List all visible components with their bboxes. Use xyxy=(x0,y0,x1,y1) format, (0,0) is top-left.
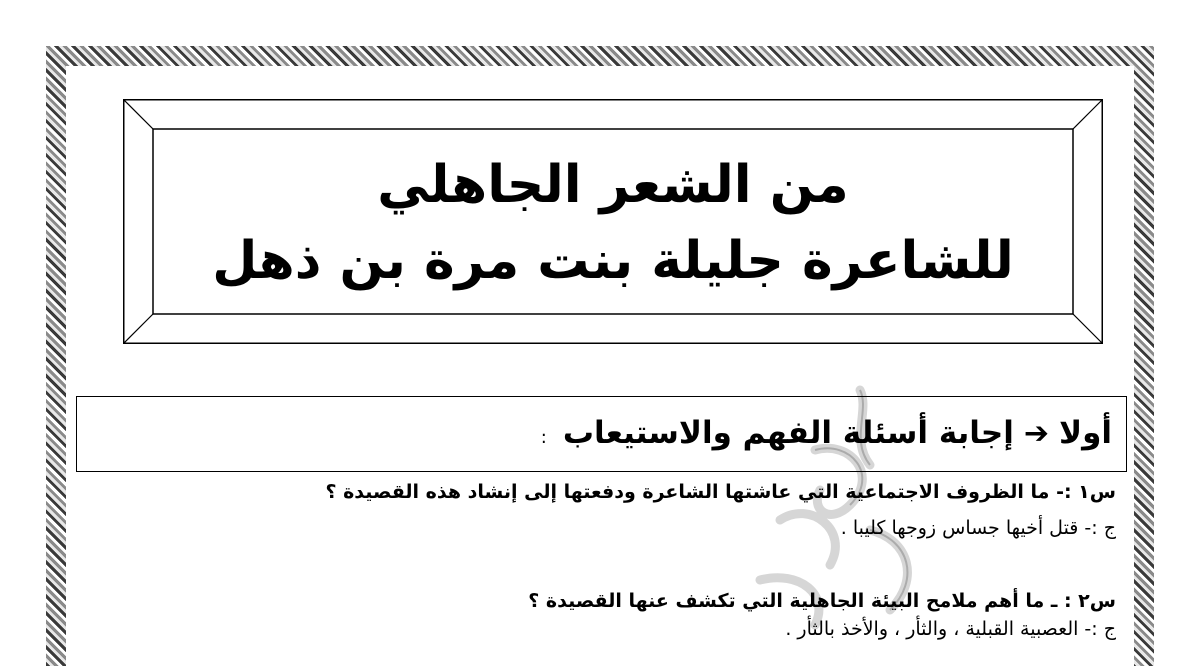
section-label: أولا xyxy=(1059,415,1112,451)
document-title xyxy=(123,128,1103,318)
section-title: إجابة أسئلة الفهم والاستيعاب xyxy=(562,415,1014,451)
question-1: س١ :- ما الظروف الاجتماعية التي عاشتها الشاعرة ودفعتها إلى إنشاد هذه القصيدة ؟ xyxy=(325,481,1116,503)
section-colon: : xyxy=(540,427,547,448)
title-line-2: للشاعرة جليلة بنت مرة بن ذهل xyxy=(212,231,1014,291)
title-line-1: من الشعر الجاهلي xyxy=(377,155,849,215)
section-heading xyxy=(541,415,1112,451)
arrow-icon: ➔ xyxy=(1023,416,1050,451)
section-heading-box xyxy=(76,396,1127,472)
question-2: س٢ : ـ ما أهم ملامح البيئة الجاهلية التي تكشف عنها القصيدة ؟ xyxy=(528,590,1116,612)
answer-2: ج :- العصبية القبلية ، والثأر ، والأخذ بالثأر . xyxy=(785,618,1116,640)
answer-1: ج :- قتل أخيها جساس زوجها كليبا . xyxy=(840,517,1116,539)
